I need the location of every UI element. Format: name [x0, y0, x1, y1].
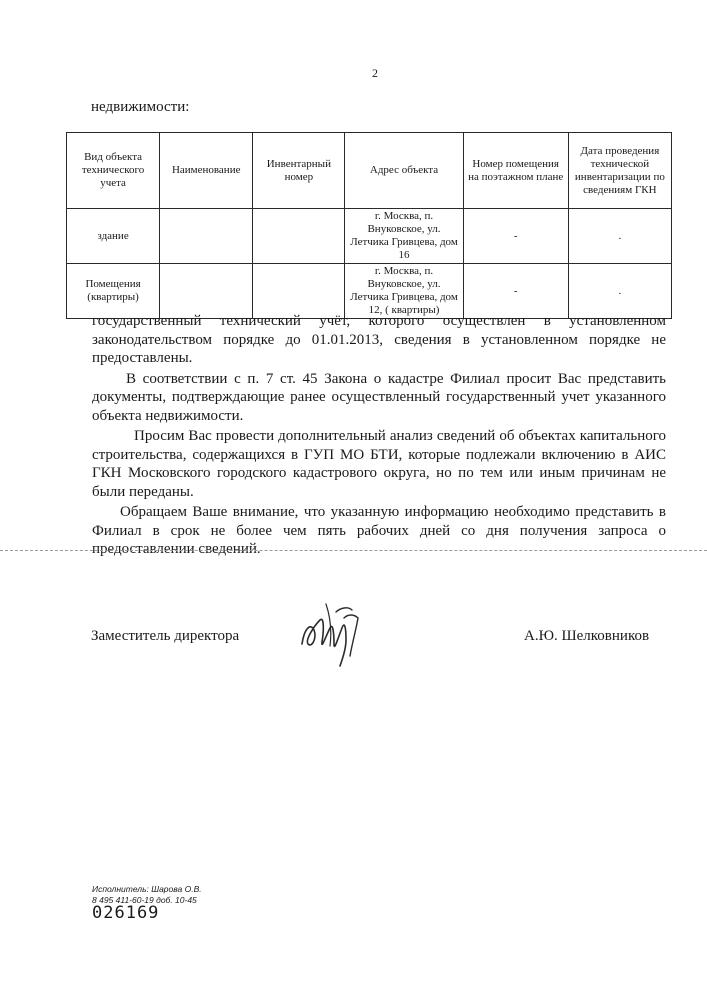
paragraph: Обращаем Ваше внимание, что указанную информацию необходимо представить в Филиал в срок не более чем пять рабочих дней со дня получения запроса о предоставлении сведений. — [92, 504, 666, 557]
column-header-name: Наименование — [160, 133, 253, 209]
paragraph: государственный технический учёт, которого осуществлен в установленном законодательством порядке до 01.01.2013, сведения в установленном порядке не предоставлены. — [92, 313, 666, 366]
objects-table — [66, 132, 672, 319]
executor-name: Исполнитель: Шарова О.В. — [92, 884, 202, 894]
table-cell: Помещения (квартиры) — [67, 264, 160, 319]
column-header-inventory-number: Инвентарный номер — [253, 133, 345, 209]
handwritten-signature — [296, 600, 376, 670]
table-cell: - — [463, 264, 568, 319]
column-header-room-number: Номер помещения на поэтажном плане — [463, 133, 568, 209]
registration-number: 026169 — [92, 903, 160, 923]
signatory-title: Заместитель директора — [91, 628, 240, 644]
table-cell: здание — [67, 209, 160, 264]
intro-text: недвижимости: — [91, 99, 190, 115]
executor-phone: 8 495 411-60-19 доб. 10-45 — [92, 895, 197, 905]
letter-body — [92, 312, 666, 559]
table-cell — [160, 264, 253, 319]
column-header-inventory-date: Дата проведения технической инвентаризации по сведениям ГКН — [568, 133, 671, 209]
table-cell: - — [463, 209, 568, 264]
table-cell: г. Москва, п. Внуковское, ул. Летчика Гривцева, дом 12, ( квартиры) — [345, 264, 463, 319]
signatory-name: А.Ю. Шелковников — [524, 628, 650, 644]
paragraph: В соответствии с п. 7 ст. 45 Закона о кадастре Филиал просит Вас представить документы, подтверждающие ранее осуществленный государственный учет указанного объекта недвижимости. — [92, 370, 666, 424]
table-cell — [253, 209, 345, 264]
paragraph: Просим Вас провести дополнительный анализ сведений об объектах капитального строительства, содержащихся в ГУП МО БТИ, которые подлежали включению в АИС ГКН Московского городского кадастрового округа, но по тем или иным причинам не были переданы. — [92, 428, 666, 500]
column-header-address: Адрес объекта — [345, 133, 463, 209]
table-header-row — [67, 133, 672, 209]
table-cell — [253, 264, 345, 319]
page-number: 2 — [372, 66, 378, 80]
table-cell: . — [568, 209, 671, 264]
table-cell: г. Москва, п. Внуковское, ул. Летчика Гривцева, дом 16 — [345, 209, 463, 264]
table-row — [67, 264, 672, 319]
column-header-object-type: Вид объекта технического учета — [67, 133, 160, 209]
table-cell — [160, 209, 253, 264]
divider — [0, 550, 707, 551]
table-cell: . — [568, 264, 671, 319]
table-row — [67, 209, 672, 264]
